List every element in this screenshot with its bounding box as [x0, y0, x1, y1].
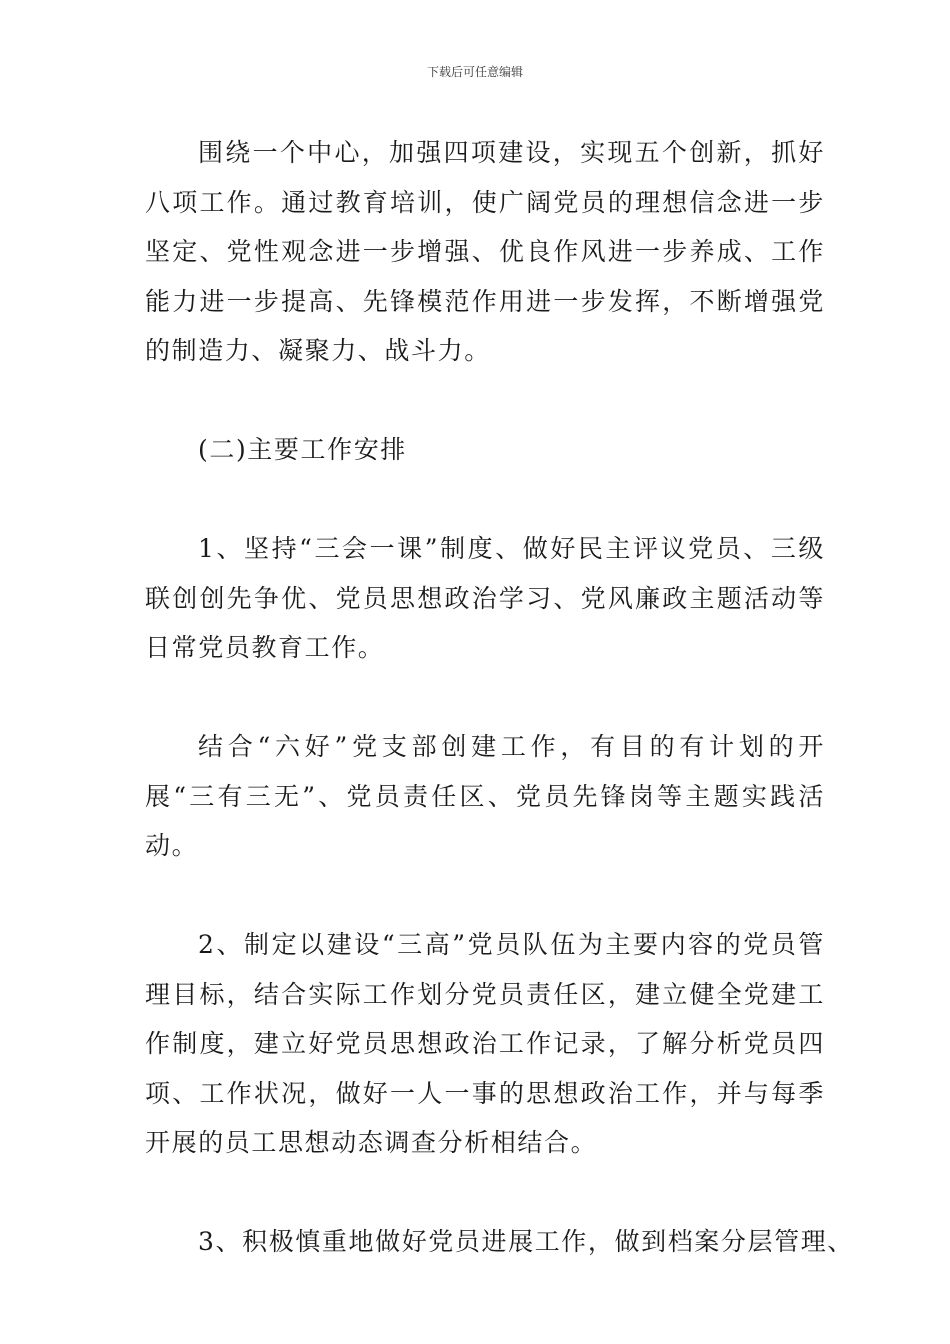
section-heading-main-work: (二)主要工作安排	[198, 435, 407, 464]
paragraph-item-2: 2、制定以建设“三高”党员队伍为主要内容的党员管理目标，结合实际工作划分党员责任区，建立健全党建工作制度，建立好党员思想政治工作记录，了解分析党员四项、工作状况，做好一人一事的思想政治工作，并与每季开展的员工思想动态调查分析相结合。	[145, 930, 825, 1157]
document-body	[145, 128, 854, 1267]
paragraph-item-1: 1、坚持“三会一课”制度、做好民主评议党员、三级联创创先争优、党员思想政治学习、党风廉政主题活动等日常党员教育工作。	[145, 534, 825, 662]
paragraph-six-good-branch: 结合“六好”党支部创建工作，有目的有计划的开展“三有三无”、党员责任区、党员先锋岗等主题实践活动。	[145, 732, 825, 860]
paragraph-spacer	[145, 1168, 825, 1218]
paragraph-objectives: 围绕一个中心，加强四项建设，实现五个创新，抓好八项工作。通过教育培训，使广阔党员的理想信念进一步坚定、党性观念进一步增强、优良作风进一步养成、工作能力进一步提高、先锋模范作用进一步发挥，不断增强党的制造力、凝聚力、战斗力。	[145, 138, 825, 365]
paragraph-spacer	[145, 376, 825, 426]
page-header-note: 下载后可任意编辑	[426, 65, 523, 79]
paragraph-item-3: 3、积极慎重地做好党员进展工作，做到档案分层管理、	[198, 1227, 854, 1256]
paragraph-spacer	[145, 673, 825, 723]
paragraph-spacer	[145, 475, 825, 525]
paragraph-spacer	[145, 871, 825, 921]
